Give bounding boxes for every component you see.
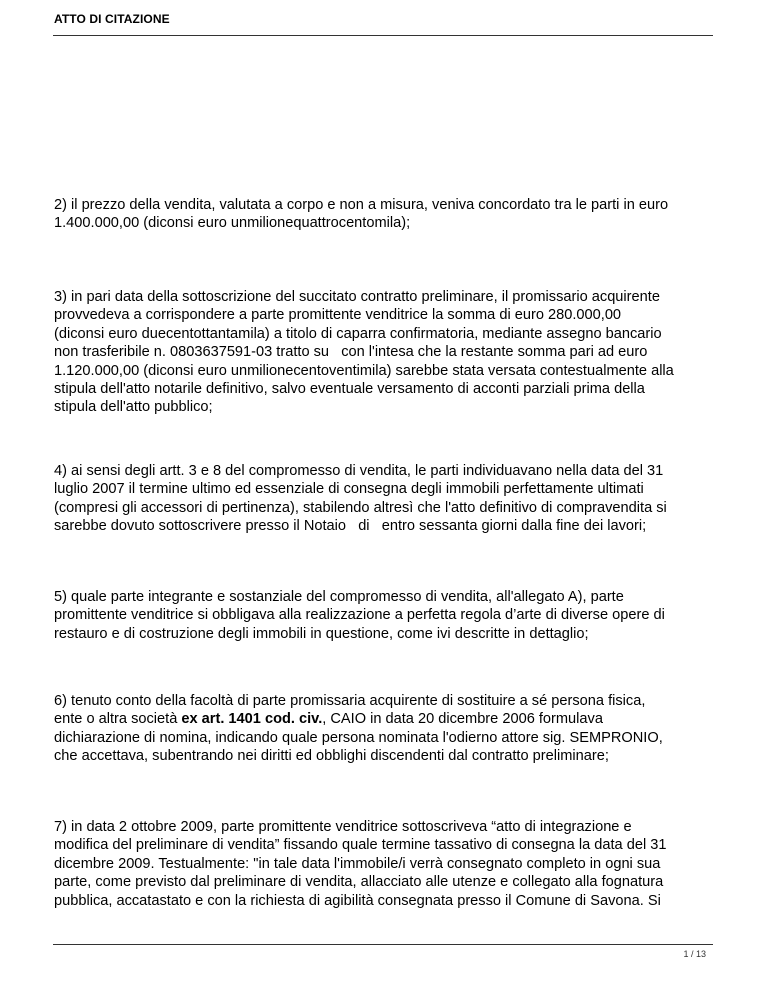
text-line: modifica del preliminare di vendita” fissando quale termine tassativo di consegna la data del 31 (54, 837, 667, 854)
text-line: (compresi gli accessori di pertinenza), stabilendo altresì che l'atto definitivo di compravendita si (54, 499, 667, 516)
text-line: sarebbe dovuto sottoscrivere presso il Notaio di entro sessanta giorni dalla fine dei lavori; (54, 518, 647, 535)
text-line: stipula dell'atto notarile definitivo, salvo eventuale versamento di acconti parziali prima della (54, 381, 645, 398)
paragraph-6 (54, 692, 720, 766)
text-line: stipula dell'atto pubblico; (54, 399, 213, 416)
text-line: 3) in pari data della sottoscrizione del succitato contratto preliminare, il promissario acquirente (54, 289, 660, 305)
text-line: che accettava, subentrando nei diritti ed obblighi discendenti dal contratto preliminare; (54, 748, 609, 765)
text-line (54, 710, 720, 728)
text-line: dichiarazione di nomina, indicando quale persona nominata l'odierno attore sig. SEMPRONIO, (54, 729, 663, 746)
paragraph-3 (54, 288, 720, 417)
text-line: 2) il prezzo della vendita, valutata a corpo e non a misura, veniva concordato tra le parti in euro (54, 197, 669, 213)
text-line: 4) ai sensi degli artt. 3 e 8 del compromesso di vendita, le parti individuavano nella data del 31 (54, 463, 664, 479)
text-segment: , CAIO in data 20 dicembre 2006 formulava (322, 711, 603, 728)
text-line: luglio 2007 il termine ultimo ed essenziale di consegna degli immobili perfettamente ultimati (54, 481, 644, 498)
text-line: 6) tenuto conto della facoltà di parte promissaria acquirente di sostituire a sé persona fisica, (54, 693, 646, 709)
paragraph-2 (54, 196, 720, 233)
text-line: (diconsi euro duecentottantamila) a titolo di caparra confirmatoria, mediante assegno bancario (54, 325, 662, 342)
text-line: promittente venditrice si obbligava alla realizzazione a perfetta regola d’arte di diverse opere di (54, 607, 665, 624)
text-line: pubblica, accatastato e con la richiesta di agibilità consegnata presso il Comune di Savona. Si (54, 892, 661, 909)
text-line: dicembre 2009. Testualmente: "in tale data l'immobile/i verrà consegnato completo in ogni sua (54, 855, 661, 872)
text-line: restauro e di costruzione degli immobili in questione, come ivi descritte in dettaglio; (54, 625, 589, 642)
text-line: 5) quale parte integrante e sostanziale del compromesso di vendita, all'allegato A), parte (54, 589, 624, 605)
document-title: ATTO DI CITAZIONE (54, 12, 170, 26)
text-line: provvedeva a corrispondere a parte promittente venditrice la somma di euro 280.000,00 (54, 307, 622, 324)
paragraph-7 (54, 818, 720, 910)
header-divider (53, 35, 713, 36)
text-line: parte, come previsto dal preliminare di vendita, allacciato alle utenze e collegato alla fognatura (54, 874, 664, 891)
page-number: 1 / 13 (683, 949, 706, 959)
footer-divider (53, 944, 713, 945)
paragraph-5 (54, 588, 720, 643)
text-segment: ente o altra società (54, 711, 182, 728)
text-line: 1.400.000,00 (diconsi euro unmilionequattrocentomila); (54, 215, 411, 232)
text-line: 7) in data 2 ottobre 2009, parte promittente venditrice sottoscriveva “atto di integrazione e (54, 819, 632, 835)
paragraph-4 (54, 462, 720, 536)
legal-reference: ex art. 1401 cod. civ. (181, 711, 323, 728)
text-line: 1.120.000,00 (diconsi euro unmilionecentoventimila) sarebbe stata versata contestualmente alla (54, 362, 674, 379)
text-line: non trasferibile n. 0803637591-03 tratto su con l'intesa che la restante somma pari ad euro (54, 344, 648, 361)
